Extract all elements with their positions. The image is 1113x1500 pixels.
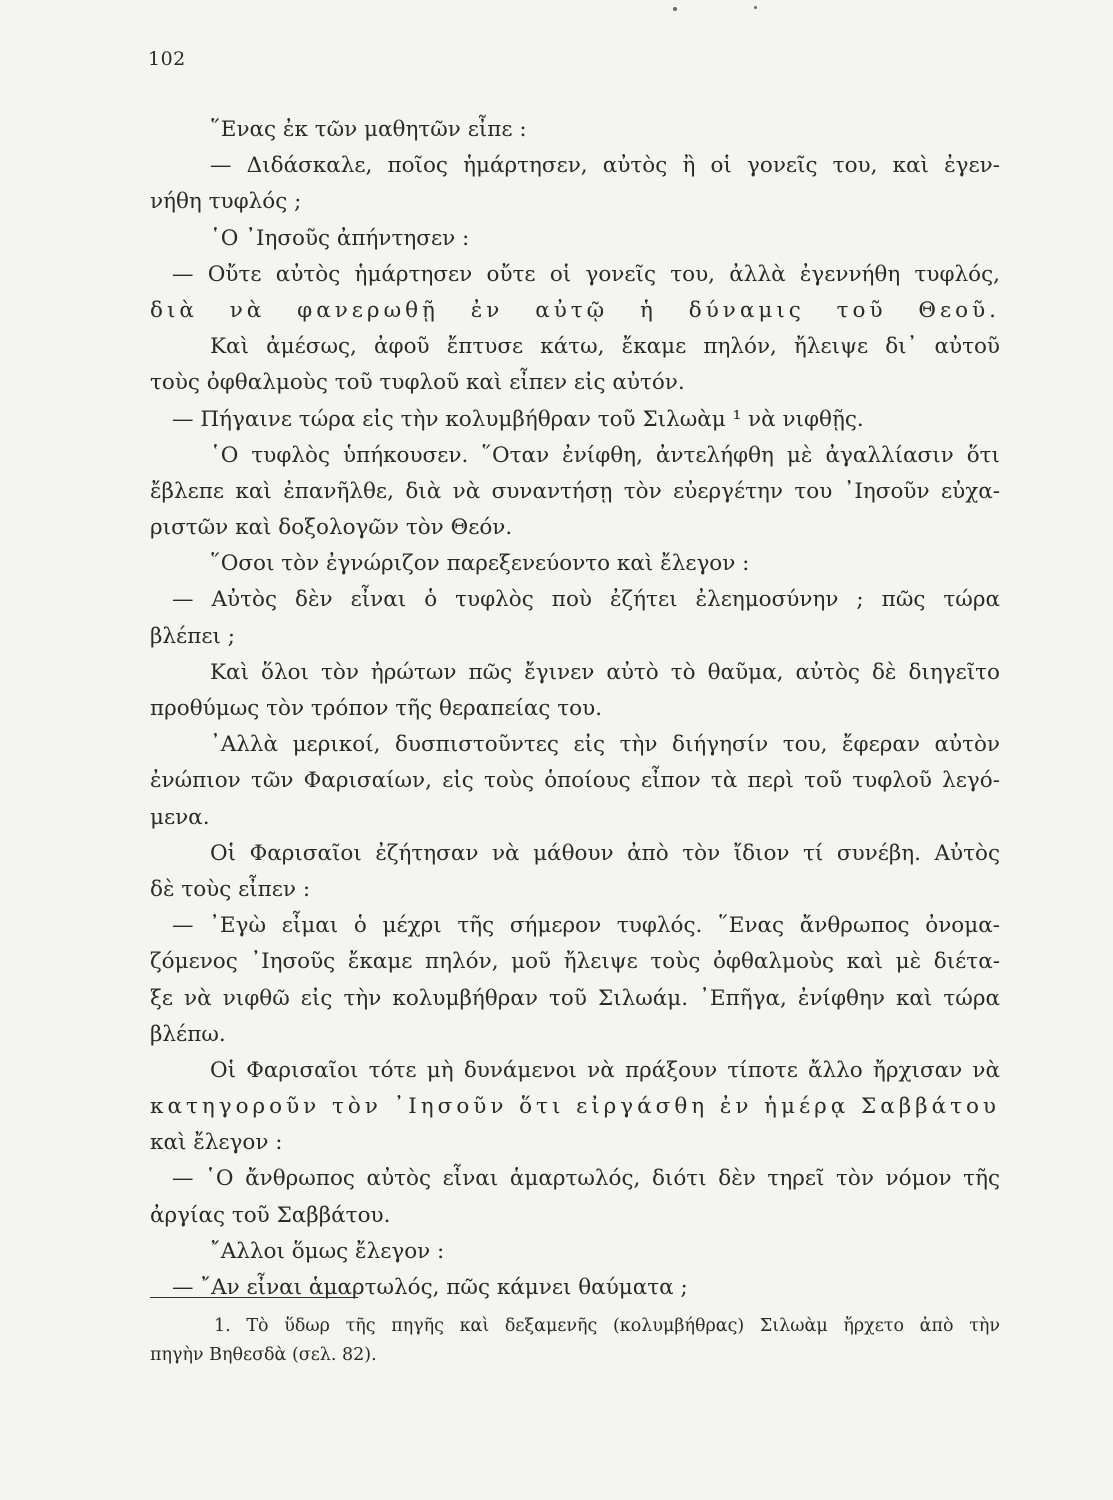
text-line: προθύμως τὸν τρόπον τῆς θεραπείας του.: [150, 696, 603, 721]
text-line: Οἱ Φαρισαῖοι τότε μὴ δυνάμενοι νὰ πράξουν τίποτε ἄλλο ἤρχισαν νὰ: [210, 1057, 1000, 1083]
text-line: ἔβλεπε καὶ ἐπανῆλθε, διὰ νὰ συναντήσῃ τὸν εὐεργέτην του ᾿Ιησοῦν εὐχα-: [150, 478, 1000, 504]
footnote-line: πηγὴν Βηθεσδὰ (σελ. 82).: [150, 1345, 377, 1365]
text-line: ξε νὰ νιφθῶ εἰς τὴν κολυμβήθραν τοῦ Σιλωάμ. ᾿Επῆγα, ἐνίφθην καὶ τώρα: [150, 985, 1000, 1011]
text-line: κατηγοροῦν τὸν ᾿Ιησοῦν ὅτι εἰργάσθη ἐν ἡμέρᾳ Σαββάτου: [150, 1094, 1000, 1120]
text-line: διὰ νὰ φανερωθῇ ἐν αὐτῷ ἡ δύναμις τοῦ Θεοῦ.: [150, 297, 1000, 323]
text-line: βλέπει ;: [150, 623, 235, 649]
text-line: ῞Οσοι τὸν ἐγνώριζον παρεξενεύοντο καὶ ἔλεγον :: [210, 551, 750, 577]
text-line: ῞Ενας ἐκ τῶν μαθητῶν εἶπε :: [210, 117, 527, 142]
text-line: — ᾿Εγὼ εἶμαι ὁ μέχρι τῆς σήμερον τυφλός. ῞Ενας ἄνθρωπος ὀνομα-: [172, 913, 1000, 939]
text-line: ριστῶν καὶ δοξολογῶν τὸν Θεόν.: [150, 515, 513, 541]
text-line: Οἱ Φαρισαῖοι ἐζήτησαν νὰ μάθουν ἀπὸ τὸν ἴδιον τί συνέβη. Αὐτὸς: [210, 840, 1000, 866]
text-line: ᾿Αλλὰ μερικοί, δυσπιστοῦντες εἰς τὴν διήγησίν του, ἔφεραν αὐτὸν: [210, 732, 1000, 758]
text-line: — ῾Ο ἄνθρωπος αὐτὸς εἶναι ἁμαρτωλός, διότι δὲν τηρεῖ τὸν νόμον τῆς: [172, 1166, 1000, 1192]
text-line: καὶ ἔλεγον :: [150, 1130, 283, 1156]
text-line: — Διδάσκαλε, ποῖος ἡμάρτησεν, αὐτὸς ἢ οἱ γονεῖς του, καὶ ἐγεν-: [210, 153, 1000, 179]
text-line: ῾Ο ᾿Ιησοῦς ἀπήντησεν :: [210, 225, 470, 251]
footnote-rule: [150, 1297, 358, 1298]
text-line: δὲ τοὺς εἶπεν :: [150, 876, 311, 902]
text-line: — ῎Αν εἶναι ἁμαρτωλός, πῶς κάμνει θαύματα ;: [172, 1275, 688, 1300]
text-line: Καὶ ἀμέσως, ἀφοῦ ἔπτυσε κάτω, ἔκαμε πηλόν, ἤλειψε δι᾿ αὐτοῦ: [210, 334, 1000, 360]
scan-speck: [754, 6, 757, 9]
text-line: — Οὔτε αὐτὸς ἡμάρτησεν οὔτε οἱ γονεῖς του, ἀλλὰ ἐγεννήθη τυφλός,: [172, 261, 1000, 287]
text-line: ῾Ο τυφλὸς ὑπήκουσεν. ῞Οταν ἐνίφθη, ἀντελήφθη μὲ ἀγαλλίασιν ὅτι: [210, 442, 1000, 468]
text-line: τοὺς ὀφθαλμοὺς τοῦ τυφλοῦ καὶ εἶπεν εἰς αὐτόν.: [150, 370, 685, 396]
body-text: [150, 112, 1000, 1306]
text-line: νήθη τυφλός ;: [150, 189, 302, 215]
text-line: βλέπω.: [150, 1021, 226, 1047]
scan-speck: [673, 7, 677, 11]
footnotes: [150, 1312, 1000, 1370]
page-number: 102: [148, 48, 186, 70]
text-line: ζόμενος ᾿Ιησοῦς ἔκαμε πηλόν, μοῦ ἤλειψε τοὺς ὀφθαλμοὺς καὶ μὲ διέτα-: [150, 949, 1000, 975]
text-line: μενα.: [150, 804, 210, 830]
text-line: Καὶ ὅλοι τὸν ἠρώτων πῶς ἔγινεν αὐτὸ τὸ θαῦμα, αὐτὸς δὲ διηγεῖτο: [210, 659, 1000, 685]
text-line: — Πήγαινε τώρα εἰς τὴν κολυμβήθραν τοῦ Σιλωὰμ ¹ νὰ νιφθῇς.: [172, 406, 864, 432]
text-line: ἐνώπιον τῶν Φαρισαίων, εἰς τοὺς ὁποίους εἶπον τὰ περὶ τοῦ τυφλοῦ λεγό-: [150, 768, 1000, 794]
footnote-line: 1. Τὸ ὕδωρ τῆς πηγῆς καὶ δεξαμενῆς (κολυμβήθρας) Σιλωὰμ ἤρχετο ἀπὸ τὴν: [214, 1316, 1000, 1336]
text-line: — Αὐτὸς δὲν εἶναι ὁ τυφλὸς ποὺ ἐζήτει ἐλεημοσύνην ; πῶς τώρα: [172, 587, 1000, 613]
text-line: ῎Αλλοι ὅμως ἔλεγον :: [210, 1238, 445, 1264]
text-line: ἀργίας τοῦ Σαββάτου.: [150, 1202, 391, 1228]
